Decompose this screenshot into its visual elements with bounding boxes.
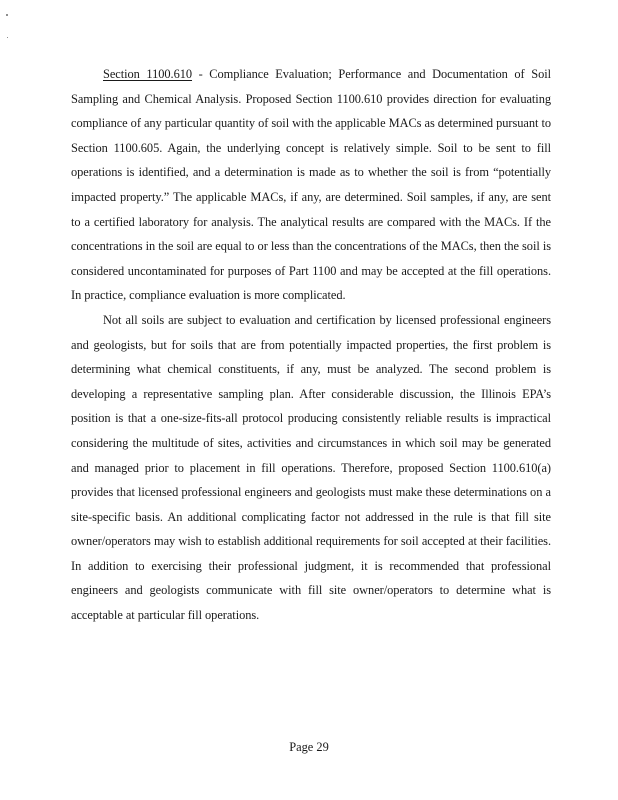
paragraph-compliance-evaluation <box>71 62 551 308</box>
scan-speck <box>6 14 8 16</box>
paragraph-soil-evaluation <box>71 308 551 628</box>
body-text <box>71 62 551 628</box>
section-reference: Section 1100.610 <box>103 67 193 81</box>
paragraph-text: Not all soils are subject to evaluation and certification by licensed professional engineers and geologists, but for soils that are from potentially impacted properties, the first problem is determining what chemical constituents, if any, must be analyzed. The second problem is developing a representative sampling plan. After considerable discussion, the Illinois EPA’s position is that a one-size-fits-all protocol producing consistently reliable results is impractical considering the multitude of sites, activities and circumstances in which soil may be generated and managed prior to placement in fill operations. Therefore, proposed Section 1100.610(a) provides that licensed professional engineers and geologists must make these determinations on a site-specific basis. An additional complicating factor not addressed in the rule is that fill site owner/operators may wish to establish additional requirements for soil accepted at their facilities. In addition to exercising their professional judgment, it is recommended that professional engineers and geologists communicate with fill site owner/operators to determine what is acceptable at particular fill operations. <box>71 312 551 623</box>
page-number: Page 29 <box>289 740 329 754</box>
paragraph-text: - Compliance Evaluation; Performance and Documentation of Soil Sampling and Chemical Analysis. Proposed Section 1100.610 provides direction for evaluating compliance of any particular quantity of soil with the applicable MACs as determined pursuant to Section 1100.605. Again, the underlying concept is relatively simple. Soil to be sent to fill operations is identified, and a determination is made as to whether the soil is from “potentially impacted property.” The applicable MACs, if any, are determined. Soil samples, if any, are sent to a certified laboratory for analysis. The analytical results are compared with the MACs. If the concentrations in the soil are equal to or less than the concentrations of the MACs, then the soil is considered uncontaminated for purposes of Part 1100 and may be accepted at the fill operations. In practice, compliance evaluation is more complicated. <box>71 67 551 303</box>
scan-speck <box>7 37 8 38</box>
